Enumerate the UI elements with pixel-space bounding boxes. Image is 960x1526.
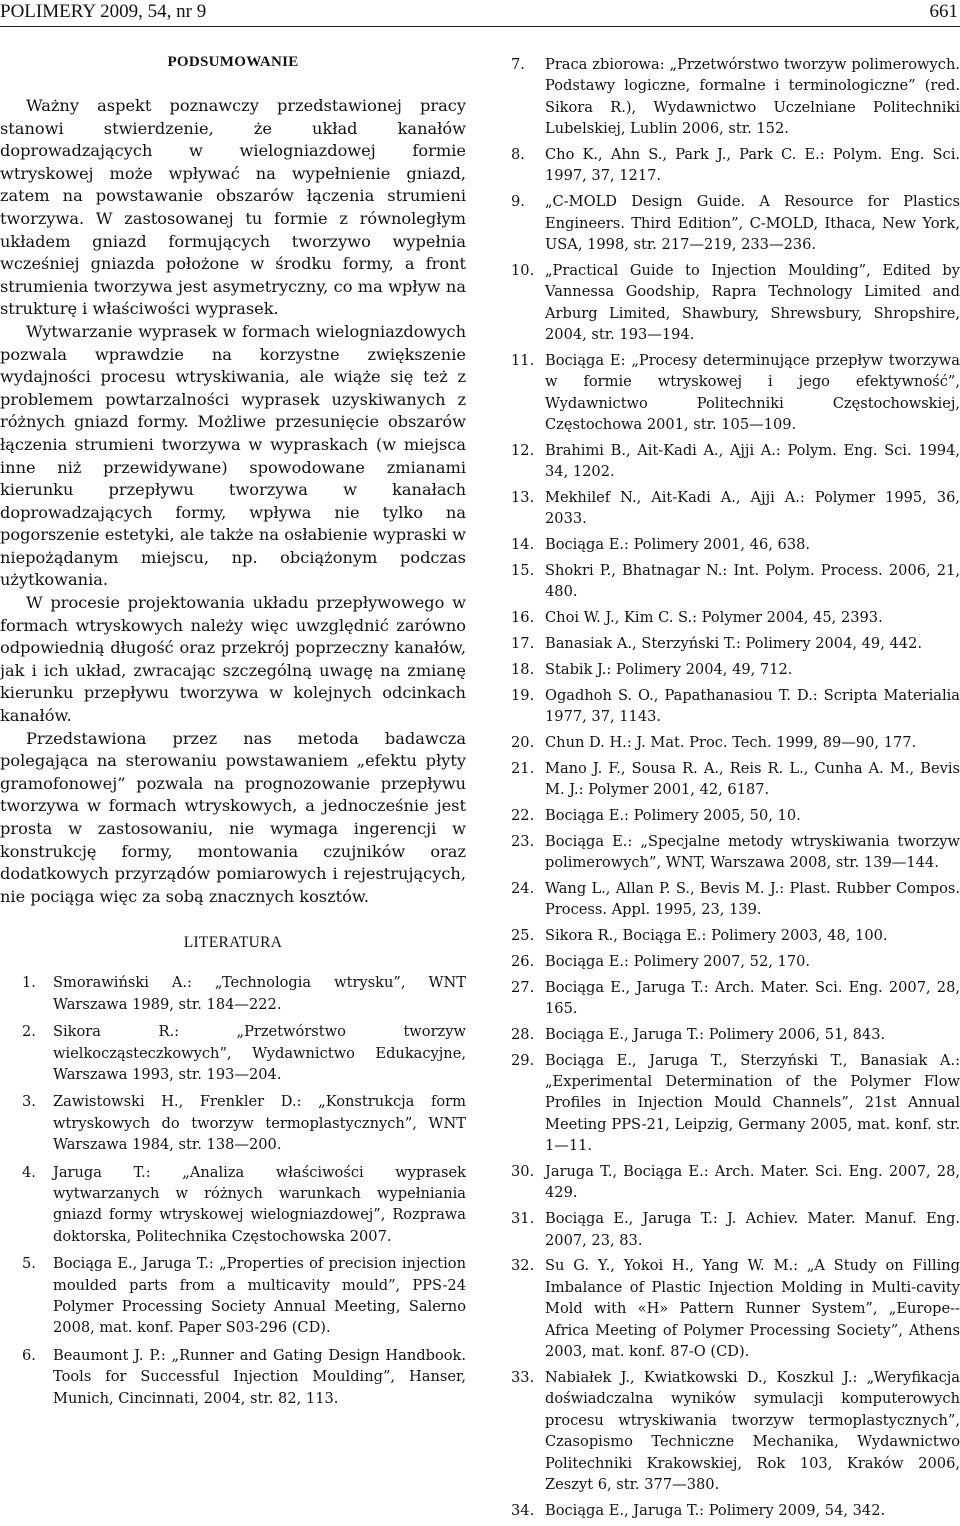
reference-item <box>511 1255 960 1362</box>
reference-text: Smorawiński A.: „Technologia wtrysku”, WNT Warszawa 1989, str. 184—222. <box>53 974 466 1013</box>
reference-text: Brahimi B., Ait-Kadi A., Ajji A.: Polym. Eng. Sci. 1994, 34, 1202. <box>545 441 960 481</box>
reference-text: Sikora R., Bociąga E.: Polimery 2003, 48, 100. <box>545 927 888 945</box>
reference-text: Bociąga E.: Polimery 2005, 50, 10. <box>545 806 801 824</box>
reference-number: 32. <box>511 1257 535 1275</box>
reference-item <box>511 977 960 1020</box>
reference-list-right <box>511 54 960 1521</box>
reference-number: 13. <box>511 489 535 507</box>
reference-number: 18. <box>511 660 535 678</box>
reference-item <box>511 1161 960 1204</box>
reference-text: Bociąga E.: „Specjalne metody wtryskiwania tworzyw polimerowych”, WNT, Warszawa 2008, str. 139—144. <box>545 832 960 872</box>
literature-heading: LITERATURA <box>183 934 283 952</box>
reference-item <box>511 878 960 921</box>
summary-paragraph: Wytwarzanie wyprasek w formach wielogniazdowych pozwala wprawdzie na korzystne zwiększenie wydajności procesu wtryskiwania, ale wiąże się też z problemem powtarzalności wyprasek uzyskiwanych z różnych gniazd formy. Możliwe przesunięcie obszarów łączenia strumieni tworzywa w wypraskach (w miejsca inne niż przewidywane) spowodowane zmianami kierunku przepływu tworzywa w kanałach doprowadzających formy, wpływa nie tylko na pogorszenie estetyki, ale także na osłabienie wypraski w niepożądanym miejscu, np. obciążonym podczas użytkowania. <box>0 321 466 590</box>
reference-number: 9. <box>511 193 525 211</box>
reference-item <box>511 350 960 436</box>
reference-text: Mekhilef N., Ait-Kadi A., Ajji A.: Polymer 1995, 36, 2033. <box>545 489 960 528</box>
reference-number: 16. <box>511 609 535 627</box>
summary-paragraph: Przedstawiona przez nas metoda badawcza polegająca na sterowaniu powstawaniem „efektu płyty gramofonowej” pozwala na prognozowanie przepływu tworzywa w formach wtryskowych, a jednocześnie jest prosta w zastosowaniu, nie wymaga ingerencji w konstrukcję formy, montowania czujników oraz dodatkowych przyrządów pomiarowych i rejestrujących, nie pociąga więc za sobą znacznych kosztów. <box>0 728 466 906</box>
reference-number: 17. <box>511 635 535 653</box>
reference-item <box>0 1253 466 1339</box>
reference-item <box>511 1208 960 1251</box>
reference-item <box>511 607 960 628</box>
reference-item <box>0 1345 466 1409</box>
reference-text: Sikora R.: „Przetwórstwo tworzyw wielkocząsteczkowych”, Wydawnictwo Edukacyjne, Warszawa 1993, str. 193—204. <box>53 1023 466 1083</box>
reference-text: Jaruga T., Bociąga E.: Arch. Mater. Sci. Eng. 2007, 28, 429. <box>545 1163 960 1202</box>
reference-text: Jaruga T.: „Analiza właściwości wyprasek wytwarzanych w różnych warunkach wypełniania gniazd formy wtryskowej wielogniazdowej”, Rozprawa doktorska, Politechnika Częstochowska 2007. <box>53 1163 466 1245</box>
reference-item <box>511 1367 960 1495</box>
right-column <box>511 54 960 1526</box>
reference-item <box>511 54 960 140</box>
reference-item <box>511 534 960 555</box>
reference-item <box>511 951 960 972</box>
reference-text: Bociąga E., Jaruga T.: „Properties of precision injection moulded parts from a multicavity mould”, PPS-24 Polymer Processing Society Annual Meeting, Salerno 2008, mat. konf. Paper S03-296 (CD). <box>53 1255 466 1337</box>
reference-item <box>511 685 960 728</box>
reference-number: 1. <box>22 974 36 992</box>
reference-number: 29. <box>511 1051 535 1069</box>
reference-item <box>511 487 960 530</box>
reference-item <box>0 972 466 1015</box>
reference-item <box>511 440 960 483</box>
reference-number: 20. <box>511 733 535 751</box>
reference-text: Mano J. F., Sousa R. A., Reis R. L., Cunha A. M., Bevis M. J.: Polymer 2001, 42, 6187. <box>545 759 960 799</box>
reference-number: 23. <box>511 832 535 850</box>
reference-number: 5. <box>22 1255 36 1273</box>
reference-item <box>511 1500 960 1521</box>
reference-number: 3. <box>22 1093 36 1111</box>
reference-text: Bociąga E., Jaruga T.: Polimery 2009, 54, 342. <box>545 1501 886 1519</box>
reference-item <box>511 144 960 187</box>
reference-text: Choi W. J., Kim C. S.: Polymer 2004, 45, 2393. <box>545 609 883 627</box>
reference-text: Bociąga E.: Polimery 2007, 52, 170. <box>545 952 811 970</box>
summary-body <box>0 95 466 908</box>
reference-text: Banasiak A., Sterzyński T.: Polimery 2004, 49, 442. <box>545 635 922 653</box>
page-number: 661 <box>929 1 958 22</box>
reference-text: Cho K., Ahn S., Park J., Park C. E.: Polym. Eng. Sci. 1997, 37, 1217. <box>545 146 960 185</box>
reference-number: 19. <box>511 686 535 704</box>
reference-number: 25. <box>511 927 535 945</box>
reference-number: 2. <box>22 1023 36 1041</box>
reference-item <box>511 831 960 874</box>
reference-number: 4. <box>22 1163 36 1181</box>
running-head <box>0 0 960 27</box>
reference-text: Ogadhoh S. O., Papathanasiou T. D.: Scripta Materialia 1977, 37, 1143. <box>545 686 960 726</box>
reference-item <box>511 805 960 826</box>
reference-number: 15. <box>511 562 535 580</box>
reference-number: 27. <box>511 978 535 996</box>
reference-list-left <box>0 972 466 1409</box>
reference-text: Nabiałek J., Kwiatkowski D., Koszkul J.: „Weryfikacja doświadczalna wyników symulacji komputerowych procesu wtryskiwania tworzyw termoplastycznych”, Czasopismo Techniczne Mechanika, Wydawnictwo Politechniki Krakowskiej, Rok 103, Kraków 2006, Zeszyt 6, str. 377—380. <box>545 1368 960 1493</box>
reference-number: 7. <box>511 56 525 73</box>
reference-number: 6. <box>22 1346 36 1364</box>
reference-number: 28. <box>511 1025 535 1043</box>
reference-number: 11. <box>511 351 535 369</box>
reference-item <box>511 925 960 946</box>
reference-number: 22. <box>511 806 535 824</box>
reference-item <box>511 633 960 654</box>
reference-item <box>511 191 960 255</box>
reference-number: 33. <box>511 1368 535 1386</box>
summary-paragraph: Ważny aspekt poznawczy przedstawionej pracy stanowi stwierdzenie, że układ kanałów doprowadzających w wielogniazdowej formie wtryskowej może wpływać na wypełnienie gniazd, zatem na powstawanie obszarów łączenia strumieni tworzywa. W zastosowanej tu formie z równoległym układem gniazd formujących tworzywo wypełnia wcześniej gniazda położone w środku formy, a front strumienia tworzywa jest asymetryczny, co ma wpływ na strukturę i właściwości wyprasek. <box>0 96 466 319</box>
reference-item <box>511 560 960 603</box>
left-column <box>0 54 466 1415</box>
reference-text: Su G. Y., Yokoi H., Yang W. M.: „A Study on Filling Imbalance of Plastic Injection Molding in Multi-cavity Mold with «H» Pattern Runner System”, „Europe--Africa Meeting of Polymer Processing Society”, Athens 2003, mat. konf. 87-O (CD). <box>545 1257 960 1361</box>
reference-item <box>511 1024 960 1045</box>
reference-text: „Practical Guide to Injection Moulding”, Edited by Vannessa Goodship, Rapra Technology Limited and Arburg Limited, Shawbury, Shrewsbury, Shropshire, 2004, str. 193—194. <box>545 261 960 344</box>
reference-text: Bociąga E., Jaruga T.: Arch. Mater. Sci. Eng. 2007, 28, 165. <box>545 978 960 1018</box>
reference-text: Beaumont J. P.: „Runner and Gating Design Handbook. Tools for Successful Injection Moulding”, Hanser, Munich, Cincinnati, 2004, str. 82, 113. <box>53 1346 466 1407</box>
reference-item <box>0 1162 466 1248</box>
reference-text: Stabik J.: Polimery 2004, 49, 712. <box>545 660 793 678</box>
reference-number: 14. <box>511 536 535 554</box>
reference-number: 31. <box>511 1210 535 1228</box>
reference-text: „C-MOLD Design Guide. A Resource for Plastics Engineers. Third Edition”, C-MOLD, Ithaca, New York, USA, 1998, str. 217—219, 233—236. <box>545 193 960 254</box>
reference-item <box>511 260 960 346</box>
reference-text: Bociąga E: „Procesy determinujące przepływ tworzywa w formie wtryskowej i jego efektywność”, Wydawnictwo Politechniki Częstochowskiej, Częstochowa 2001, str. 105—109. <box>545 351 960 434</box>
reference-text: Zawistowski H., Frenkler D.: „Konstrukcja form wtryskowych do tworzyw termoplastycznych”, WNT Warszawa 1984, str. 138—200. <box>53 1093 466 1154</box>
reference-text: Bociąga E., Jaruga T.: Polimery 2006, 51, 843. <box>545 1025 886 1043</box>
reference-item <box>511 659 960 680</box>
reference-text: Bociąga E.: Polimery 2001, 46, 638. <box>545 536 811 554</box>
reference-number: 8. <box>511 146 525 164</box>
reference-text: Shokri P., Bhatnagar N.: Int. Polym. Process. 2006, 21, 480. <box>545 562 960 601</box>
reference-number: 12. <box>511 441 535 459</box>
reference-item <box>0 1091 466 1155</box>
reference-number: 21. <box>511 759 535 777</box>
journal-citation: POLIMERY 2009, 54, nr 9 <box>0 1 207 22</box>
reference-text: Chun D. H.: J. Mat. Proc. Tech. 1999, 89—90, 177. <box>545 733 917 751</box>
reference-text: Bociąga E., Jaruga T.: J. Achiev. Mater. Manuf. Eng. 2007, 23, 83. <box>545 1210 960 1249</box>
reference-item <box>511 732 960 753</box>
reference-number: 10. <box>511 261 535 279</box>
reference-item <box>511 758 960 801</box>
reference-text: Praca zbiorowa: „Przetwórstwo tworzyw polimerowych. Podstawy logiczne, formalne i terminologiczne” (red. Sikora R.), Wydawnictwo Uczelniane Politechniki Lubelskiej, Lublin 2006, str. 152. <box>545 56 960 138</box>
summary-paragraph: W procesie projektowania układu przepływowego w formach wtryskowych należy więc uwzględnić zarówno odpowiednią długość oraz przekrój poprzeczny kanałów, jak i ich układ, zwracając szczególną uwagę na zmianę kierunku przepływu tworzywa w kolejnych odcinkach kanałów. <box>0 593 466 726</box>
reference-text: Wang L., Allan P. S., Bevis M. J.: Plast. Rubber Compos. Process. Appl. 1995, 23, 139. <box>545 879 960 919</box>
reference-item <box>0 1021 466 1085</box>
reference-text: Bociąga E., Jaruga T., Sterzyński T., Banasiak A.: „Experimental Determination of the Polymer Flow Profiles in Injection Mould Channels”, 21st Annual Meeting PPS-21, Leipzig, Germany 2005, mat. konf. str. 1—11. <box>545 1051 960 1155</box>
reference-number: 34. <box>511 1501 535 1519</box>
reference-number: 30. <box>511 1163 535 1181</box>
reference-item <box>511 1050 960 1157</box>
reference-number: 24. <box>511 879 535 897</box>
reference-number: 26. <box>511 952 535 970</box>
summary-heading: PODSUMOWANIE <box>167 54 299 70</box>
